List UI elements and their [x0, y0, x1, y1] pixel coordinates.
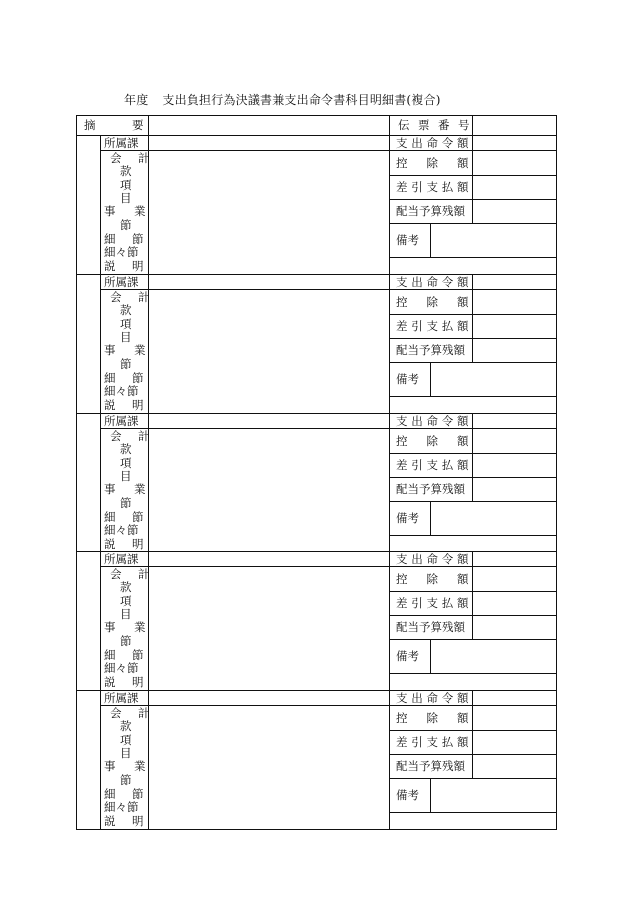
kou-label: 項: [120, 316, 132, 331]
net-payment-label-char: 支: [426, 457, 438, 472]
frame-right: [556, 115, 557, 830]
amount-value-divider: [472, 690, 473, 778]
explanation-label-char: 説: [104, 675, 116, 690]
deduction-label-char: 除: [426, 711, 438, 726]
net-payment-label-char: 引: [411, 457, 423, 472]
remarks-label: 備考: [396, 510, 419, 525]
net-payment-label-char: 引: [411, 596, 423, 611]
net-payment-label-char: 支: [426, 180, 438, 194]
deduction-label-char: 除: [426, 572, 438, 587]
frame-left: [76, 115, 77, 830]
kan-label: 款: [120, 580, 132, 595]
net-payment-label-char: 額: [457, 596, 469, 611]
payment-order-label-char: 支: [396, 552, 408, 567]
deduction-label-char: 控: [396, 433, 408, 448]
saisetsu-label-char: 細: [104, 232, 116, 246]
net-payment-label-char: 引: [411, 735, 423, 750]
account-label-char: 会: [110, 567, 122, 582]
payment-order-label-char: 出: [411, 691, 423, 706]
payment-order-label-char: 令: [441, 413, 454, 428]
payment-order-label-char: 出: [411, 136, 423, 150]
project-label-char: 業: [134, 620, 146, 635]
payment-order-label-char: 令: [441, 691, 454, 706]
document-title: [124, 91, 441, 108]
saisetsu-label-char: 細: [104, 370, 116, 385]
saisetsu-label-char: 節: [132, 232, 144, 246]
setsu-label: 節: [120, 495, 132, 510]
account-label-char: 計: [138, 151, 150, 165]
summary-header-char: 摘: [84, 118, 96, 132]
explanation-label-char: 明: [132, 536, 144, 551]
amount-row-divider: [389, 778, 556, 779]
net-payment-label-char: 引: [411, 318, 423, 333]
saisetsu-label-char: 節: [132, 509, 144, 524]
payment-order-label-char: 支: [396, 413, 408, 428]
project-label-char: 事: [104, 342, 116, 357]
saisetsu-label-char: 節: [132, 787, 144, 802]
saisetsu-label-char: 節: [132, 370, 144, 385]
payment-order-label-char: 出: [411, 274, 423, 289]
payment-order-label-char: 命: [426, 691, 438, 706]
budget-remaining-label: 配当予算残額: [396, 204, 465, 218]
amount-value-divider: [472, 274, 473, 362]
payment-order-label-char: 額: [457, 691, 469, 706]
explanation-label-char: 説: [104, 536, 116, 551]
moku-label: 目: [120, 191, 132, 205]
kou-label: 項: [120, 178, 132, 192]
saisaisetsu-label: 細々節: [104, 383, 139, 398]
payment-order-label-char: 額: [457, 136, 469, 150]
budget-remaining-label: 配当予算残額: [396, 342, 465, 357]
amount-row-divider: [389, 673, 556, 674]
block-divider: [76, 551, 556, 552]
explanation-label-char: 説: [104, 259, 116, 273]
deduction-label-char: 除: [426, 156, 438, 170]
net-payment-label-char: 額: [457, 735, 469, 750]
kou-label: 項: [120, 594, 132, 609]
label-col-divider: [148, 135, 149, 829]
payment-order-label-char: 令: [441, 274, 454, 289]
explanation-label-char: 明: [132, 259, 144, 273]
payment-order-label-char: 支: [396, 274, 408, 289]
moku-label: 目: [120, 468, 132, 483]
net-payment-label-char: 払: [441, 457, 454, 472]
deduction-label-char: 控: [396, 711, 408, 726]
net-payment-label-char: 支: [426, 596, 438, 611]
project-label-char: 事: [104, 204, 116, 218]
kan-label: 款: [120, 441, 132, 456]
net-payment-label-char: 払: [441, 735, 454, 750]
slip-number-header-char: 伝: [398, 118, 410, 132]
deduction-label-char: 除: [426, 294, 438, 309]
budget-remaining-label: 配当予算残額: [396, 481, 465, 496]
department-label: 所属課: [104, 136, 139, 150]
moku-label: 目: [120, 329, 132, 344]
net-payment-label-char: 支: [426, 318, 438, 333]
deduction-label-char: 除: [426, 433, 438, 448]
payment-order-label-char: 支: [396, 691, 408, 706]
net-payment-label-char: 払: [441, 318, 454, 333]
payment-order-label-char: 額: [457, 552, 469, 567]
amount-value-divider: [472, 135, 473, 223]
year-label: 年度: [124, 93, 149, 107]
payment-order-label-char: 命: [426, 552, 438, 567]
explanation-label-char: 説: [104, 397, 116, 412]
explanation-label-char: 明: [132, 397, 144, 412]
remarks-divider: [430, 778, 431, 812]
kan-label: 款: [120, 164, 132, 178]
payment-order-label-char: 命: [426, 413, 438, 428]
explanation-label-char: 明: [132, 814, 144, 829]
department-label: 所属課: [104, 691, 139, 706]
account-label-char: 会: [110, 151, 122, 165]
remarks-label: 備考: [396, 371, 419, 386]
amount-row-divider: [389, 396, 556, 397]
title-text: 支出負担行為決議書兼支出命令書科目明細書(複合): [162, 93, 441, 107]
net-payment-label-char: 差: [396, 735, 408, 750]
remarks-label: 備考: [396, 649, 419, 664]
budget-remaining-label: 配当予算残額: [396, 759, 465, 774]
payment-order-label-char: 支: [396, 136, 408, 150]
moku-label: 目: [120, 607, 132, 622]
amount-row-divider: [389, 257, 556, 258]
saisetsu-label-char: 細: [104, 509, 116, 524]
deduction-label-char: 控: [396, 572, 408, 587]
account-label-char: 計: [138, 567, 150, 582]
payment-order-label-char: 命: [426, 274, 438, 289]
summary-header-char: 要: [132, 118, 144, 132]
amount-row-divider: [389, 223, 556, 224]
project-label-char: 事: [104, 620, 116, 635]
net-payment-label-char: 引: [411, 180, 423, 194]
saisaisetsu-label: 細々節: [104, 661, 139, 676]
account-label-char: 計: [138, 289, 150, 304]
payment-order-label-char: 額: [457, 413, 469, 428]
project-label-char: 業: [134, 481, 146, 496]
net-payment-label-char: 差: [396, 180, 408, 194]
kou-label: 項: [120, 733, 132, 748]
project-label-char: 業: [134, 204, 146, 218]
deduction-label-char: 控: [396, 294, 408, 309]
department-label: 所属課: [104, 552, 139, 567]
account-label-char: 会: [110, 428, 122, 443]
moku-label: 目: [120, 746, 132, 761]
setsu-label: 節: [120, 634, 132, 649]
setsu-label: 節: [120, 218, 132, 232]
slip-number-header-char: 号: [458, 118, 470, 132]
account-label-char: 会: [110, 706, 122, 721]
deduction-label-char: 額: [457, 572, 469, 587]
payment-order-label-char: 出: [411, 552, 423, 567]
explanation-label-char: 明: [132, 675, 144, 690]
remarks-label: 備考: [396, 233, 419, 247]
saisaisetsu-label: 細々節: [104, 800, 139, 815]
payment-order-label-char: 令: [441, 552, 454, 567]
budget-remaining-label: 配当予算残額: [396, 620, 465, 635]
kou-label: 項: [120, 455, 132, 470]
deduction-label-char: 額: [457, 294, 469, 309]
slip-col-divider: [472, 115, 473, 135]
net-payment-label-char: 額: [457, 180, 469, 194]
amount-row-divider: [389, 362, 556, 363]
account-label-char: 計: [138, 428, 150, 443]
slip-number-header-char: 番: [438, 118, 450, 132]
account-label-char: 計: [138, 706, 150, 721]
deduction-label-char: 額: [457, 711, 469, 726]
saisetsu-label-char: 節: [132, 648, 144, 663]
amount-row-divider: [389, 639, 556, 640]
deduction-label-char: 額: [457, 433, 469, 448]
payment-order-label-char: 令: [441, 136, 454, 150]
amount-row-divider: [389, 501, 556, 502]
payment-order-label-char: 出: [411, 413, 423, 428]
remarks-label: 備考: [396, 788, 419, 803]
project-label-char: 業: [134, 759, 146, 774]
net-payment-label-char: 払: [441, 180, 454, 194]
setsu-label: 節: [120, 356, 132, 371]
deduction-label-char: 控: [396, 156, 408, 170]
frame-bottom: [76, 829, 557, 830]
net-payment-label-char: 額: [457, 457, 469, 472]
department-label: 所属課: [104, 413, 139, 428]
block-divider: [76, 413, 556, 414]
saisaisetsu-label: 細々節: [104, 245, 139, 259]
payment-order-label-char: 額: [457, 274, 469, 289]
net-payment-label-char: 支: [426, 735, 438, 750]
remarks-divider: [430, 639, 431, 673]
kan-label: 款: [120, 302, 132, 317]
remarks-divider: [430, 501, 431, 535]
block-divider: [76, 274, 556, 275]
amount-row-divider: [389, 535, 556, 536]
deduction-label-char: 額: [457, 156, 469, 170]
net-payment-label-char: 払: [441, 596, 454, 611]
amount-row-divider: [389, 812, 556, 813]
amount-value-divider: [472, 551, 473, 639]
remarks-divider: [430, 223, 431, 257]
explanation-label-char: 説: [104, 814, 116, 829]
net-payment-label-char: 差: [396, 596, 408, 611]
project-label-char: 業: [134, 342, 146, 357]
project-label-char: 事: [104, 481, 116, 496]
remarks-divider: [430, 362, 431, 396]
project-label-char: 事: [104, 759, 116, 774]
net-payment-label-char: 差: [396, 457, 408, 472]
saisetsu-label-char: 細: [104, 787, 116, 802]
slip-number-header-char: 票: [418, 118, 430, 132]
block-index-divider: [100, 135, 101, 829]
kan-label: 款: [120, 719, 132, 734]
detail-form-table: [76, 115, 556, 829]
block-divider: [76, 690, 556, 691]
saisaisetsu-label: 細々節: [104, 522, 139, 537]
saisetsu-label-char: 細: [104, 648, 116, 663]
header-col-divider: [148, 115, 149, 135]
department-label: 所属課: [104, 274, 139, 289]
amount-value-divider: [472, 413, 473, 501]
net-payment-label-char: 額: [457, 318, 469, 333]
net-payment-label-char: 差: [396, 318, 408, 333]
payment-order-label-char: 命: [426, 136, 438, 150]
account-label-char: 会: [110, 289, 122, 304]
setsu-label: 節: [120, 773, 132, 788]
